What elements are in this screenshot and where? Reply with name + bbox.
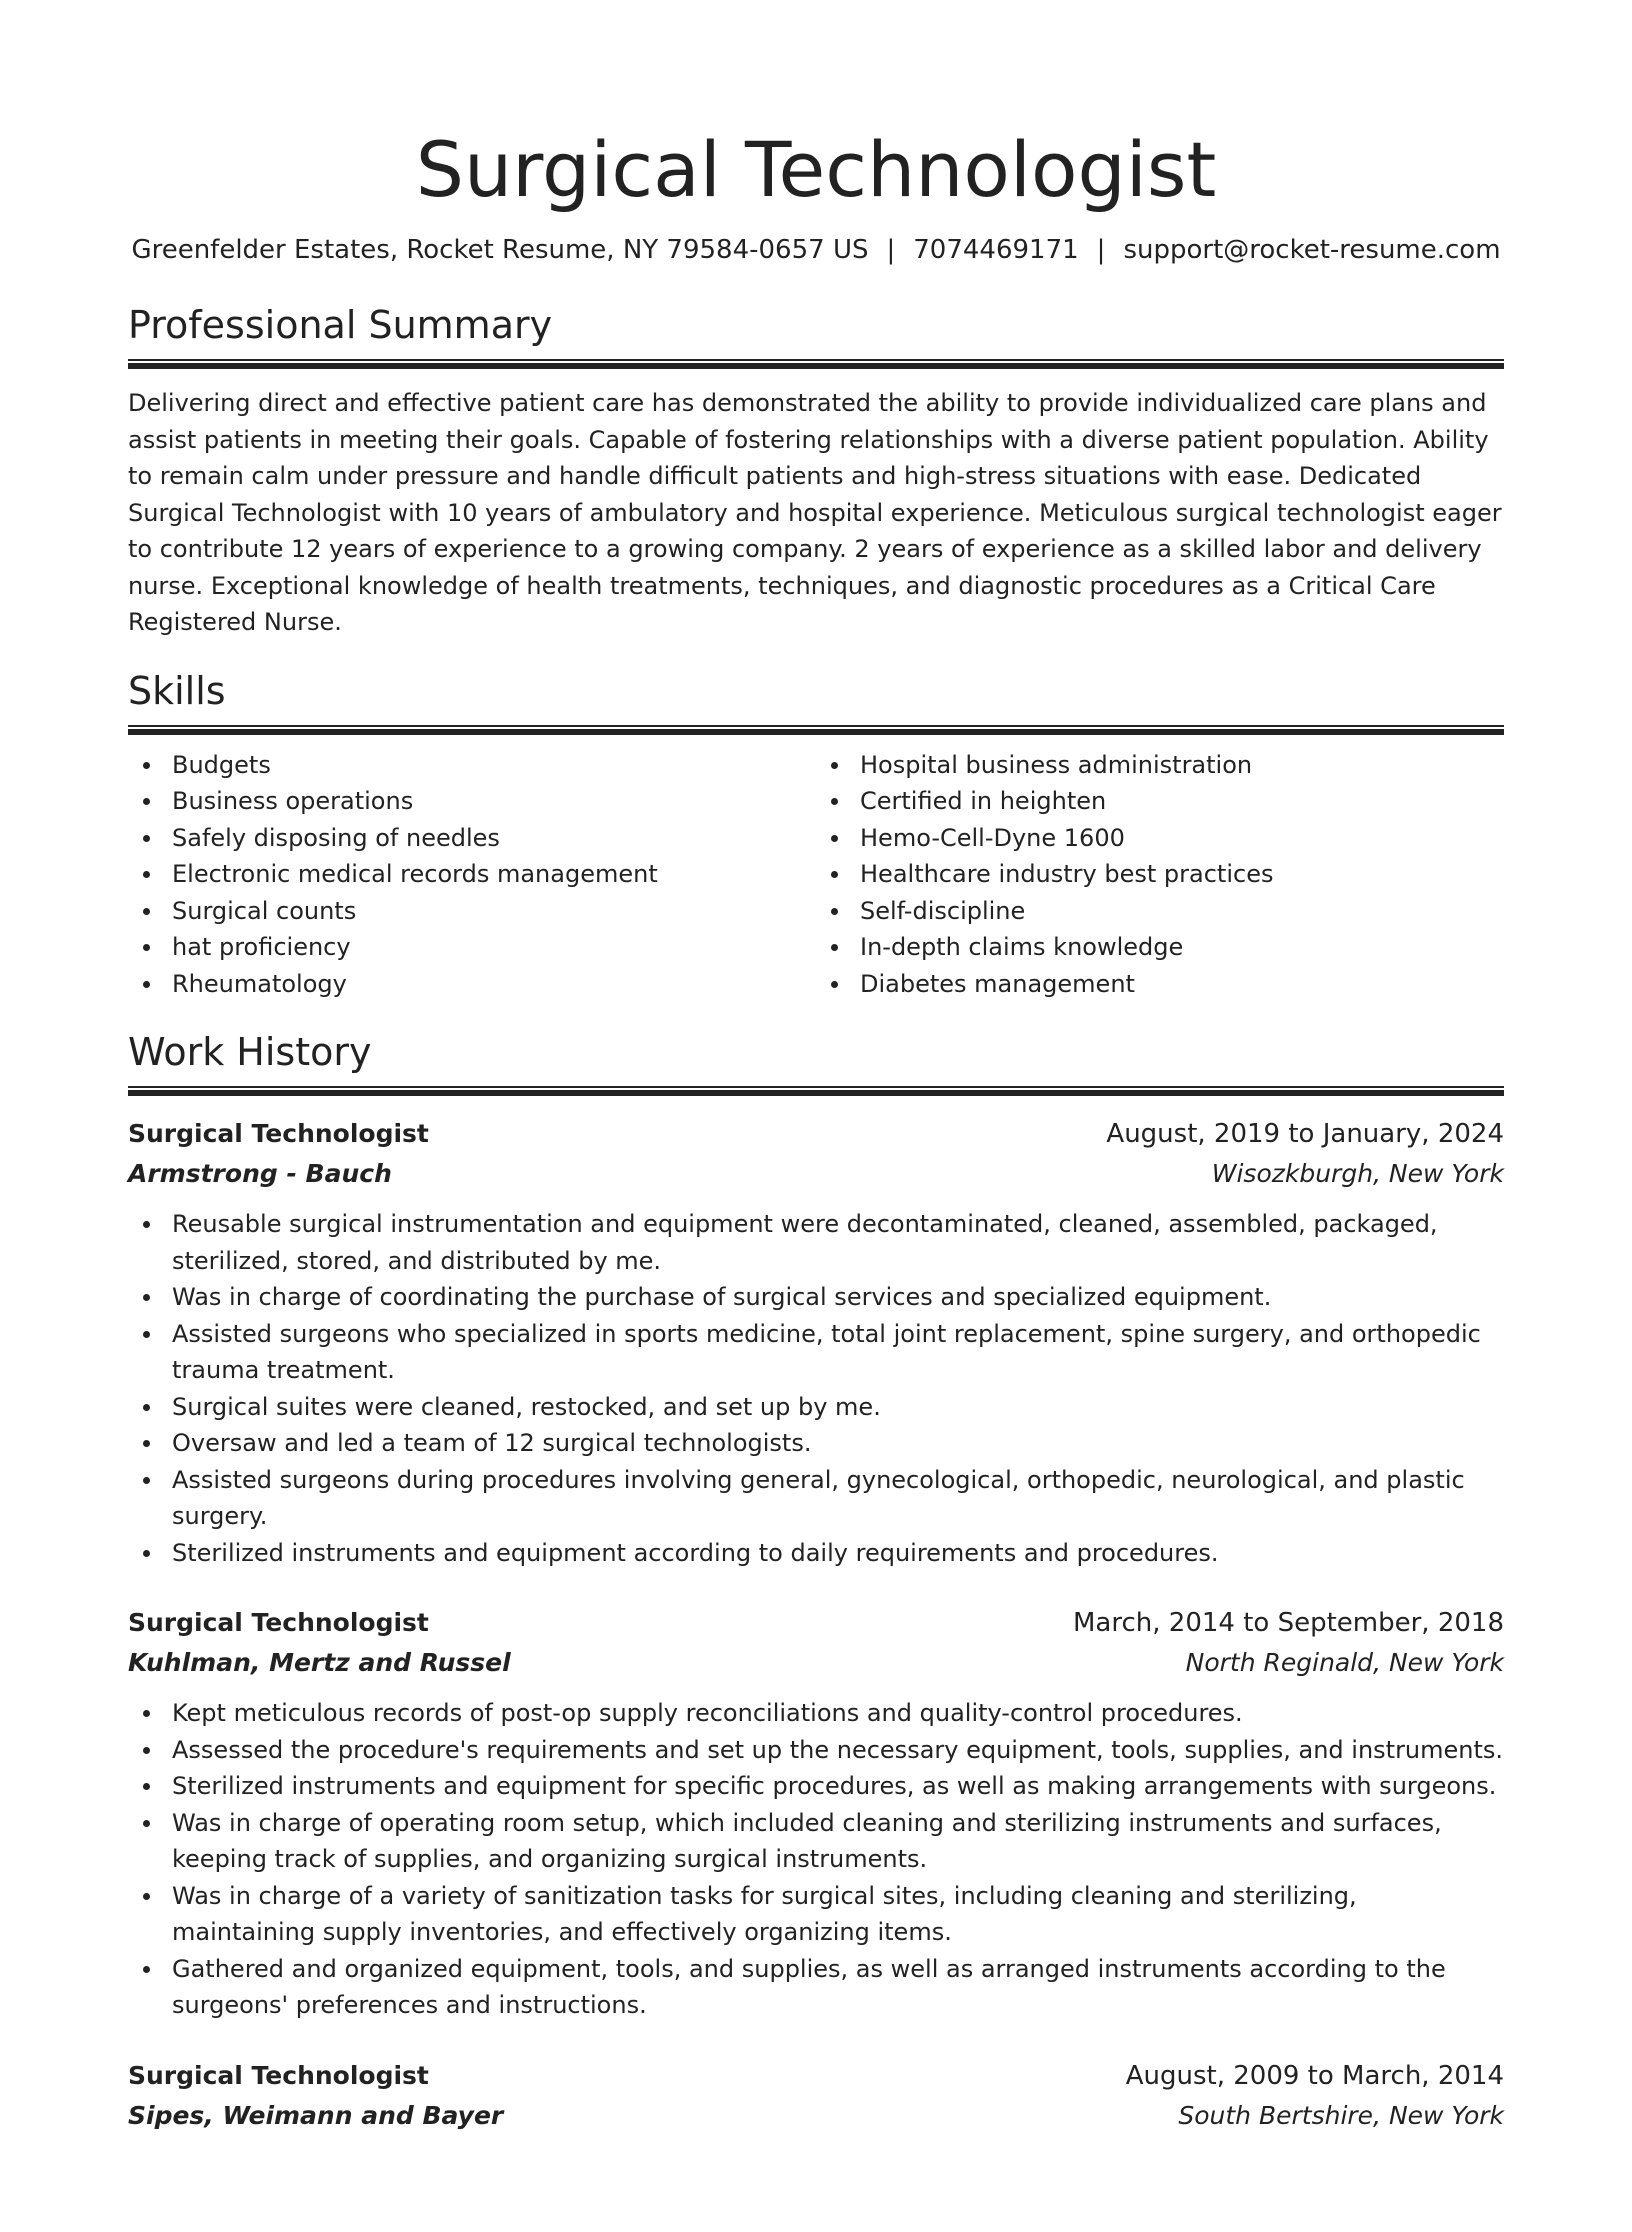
job-bullet: Assisted surgeons during procedures involving general, gynecological, orthopedic, neurological, and plastic surgery. (128, 1462, 1504, 1535)
skill-item: Rheumatology (128, 966, 816, 1003)
job-bullets (128, 1206, 1504, 1571)
job-bullet: Gathered and organized equipment, tools, and supplies, as well as arranged instruments according to the surgeons' preferences and instructions. (128, 1951, 1504, 2024)
job-bullet: Assessed the procedure's requirements and set up the necessary equipment, tools, supplies, and instruments. (128, 1732, 1504, 1769)
job-dates: March, 2014 to September, 2018 (1073, 1608, 1504, 1638)
skill-item: In-depth claims knowledge (816, 929, 1504, 966)
job-entry (128, 1603, 1504, 2024)
skill-item: Budgets (128, 747, 816, 784)
section-divider (128, 725, 1504, 735)
work-history-section (128, 1028, 1504, 2136)
job-bullet: Was in charge of coordinating the purchase of surgical services and specialized equipment. (128, 1279, 1504, 1316)
skill-item: Self-discipline (816, 893, 1504, 930)
job-title: Surgical Technologist (128, 1119, 429, 1148)
contact-line (128, 232, 1504, 268)
job-company: Armstrong - Bauch (128, 1159, 392, 1188)
job-dates: August, 2019 to January, 2024 (1106, 1119, 1504, 1149)
job-header-row (128, 1114, 1504, 1154)
job-company-row (128, 1154, 1504, 1194)
skills-column-right (816, 747, 1504, 1003)
resume-page (0, 120, 1632, 2232)
job-company: Kuhlman, Mertz and Russel (128, 1648, 511, 1677)
professional-summary-section (128, 301, 1504, 641)
job-company: Sipes, Weimann and Bayer (128, 2100, 504, 2130)
skill-item: hat proficiency (128, 929, 816, 966)
job-header-row (128, 2056, 1504, 2096)
summary-text: Delivering direct and effective patient care has demonstrated the ability to provide individualized care plans and assist patients in meeting their goals. Capable of fostering relationships with a diverse patient population. Ability to remain calm under pressure and handle difficult patients and high-stress situations with ease. Dedicated Surgical Technologist with 10 years of ambulatory and hospital experience. Meticulous surgical technologist eager to contribute 12 years of experience to a growing company. 2 years of experience as a skilled labor and delivery nurse. Exceptional knowledge of health treatments, techniques, and diagnostic procedures as a Critical Care Registered Nurse. (128, 389, 1502, 636)
job-bullet: Sterilized instruments and equipment according to daily requirements and procedures. (128, 1535, 1504, 1572)
job-bullet: Was in charge of operating room setup, which included cleaning and sterilizing instruments and surfaces, keeping track of supplies, and organizing surgical instruments. (128, 1805, 1504, 1878)
skill-item: Business operations (128, 783, 816, 820)
skill-item: Healthcare industry best practices (816, 856, 1504, 893)
skills-column-left (128, 747, 816, 1003)
resume-name: Surgical Technologist (415, 125, 1217, 214)
skill-item: Hospital business administration (816, 747, 1504, 784)
job-company-row (128, 2096, 1504, 2136)
job-company-row (128, 1643, 1504, 1683)
section-title-work: Work History (128, 1030, 372, 1074)
skills-section (128, 667, 1504, 1003)
contact-separator: | (886, 235, 896, 265)
section-title-summary: Professional Summary (128, 303, 553, 347)
job-location: Wisozkburgh, New York (1211, 1159, 1504, 1188)
section-divider (128, 1086, 1504, 1096)
job-bullet: Sterilized instruments and equipment for specific procedures, as well as making arrangements with surgeons. (128, 1768, 1504, 1805)
skill-item: Safely disposing of needles (128, 820, 816, 857)
contact-email: support@rocket-resume.com (1123, 235, 1501, 265)
section-title-skills: Skills (128, 668, 226, 713)
skill-item: Surgical counts (128, 893, 816, 930)
contact-separator: | (1096, 235, 1106, 265)
contact-address: Greenfelder Estates, Rocket Resume, NY 79584-0657 US (131, 235, 869, 265)
job-header-row (128, 1603, 1504, 1643)
job-title: Surgical Technologist (128, 2060, 429, 2090)
job-bullet: Kept meticulous records of post-op supply reconciliations and quality-control procedures. (128, 1695, 1504, 1732)
section-divider (128, 359, 1504, 369)
skill-item: Certified in heighten (816, 783, 1504, 820)
contact-phone: 7074469171 (913, 235, 1079, 265)
job-bullet: Reusable surgical instrumentation and equipment were decontaminated, cleaned, assembled, packaged, sterilized, stored, and distributed by me. (128, 1206, 1504, 1279)
job-entry (128, 2056, 1504, 2136)
skills-grid (128, 747, 1504, 1003)
job-title: Surgical Technologist (128, 1608, 429, 1637)
skill-item: Hemo-Cell-Dyne 1600 (816, 820, 1504, 857)
job-bullets (128, 1695, 1504, 2024)
skill-item: Electronic medical records management (128, 856, 816, 893)
job-bullet: Was in charge of a variety of sanitization tasks for surgical sites, including cleaning and sterilizing, maintaining supply inventories, and effectively organizing items. (128, 1878, 1504, 1951)
skill-item: Diabetes management (816, 966, 1504, 1003)
job-bullet: Surgical suites were cleaned, restocked, and set up by me. (128, 1389, 1504, 1426)
job-location: North Reginald, New York (1185, 1648, 1504, 1677)
job-entry (128, 1114, 1504, 1571)
job-dates: August, 2009 to March, 2014 (1125, 2060, 1504, 2091)
job-bullet: Assisted surgeons who specialized in sports medicine, total joint replacement, spine surgery, and orthopedic trauma treatment. (128, 1316, 1504, 1389)
job-location: South Bertshire, New York (1178, 2100, 1504, 2130)
job-bullet: Oversaw and led a team of 12 surgical technologists. (128, 1425, 1504, 1462)
